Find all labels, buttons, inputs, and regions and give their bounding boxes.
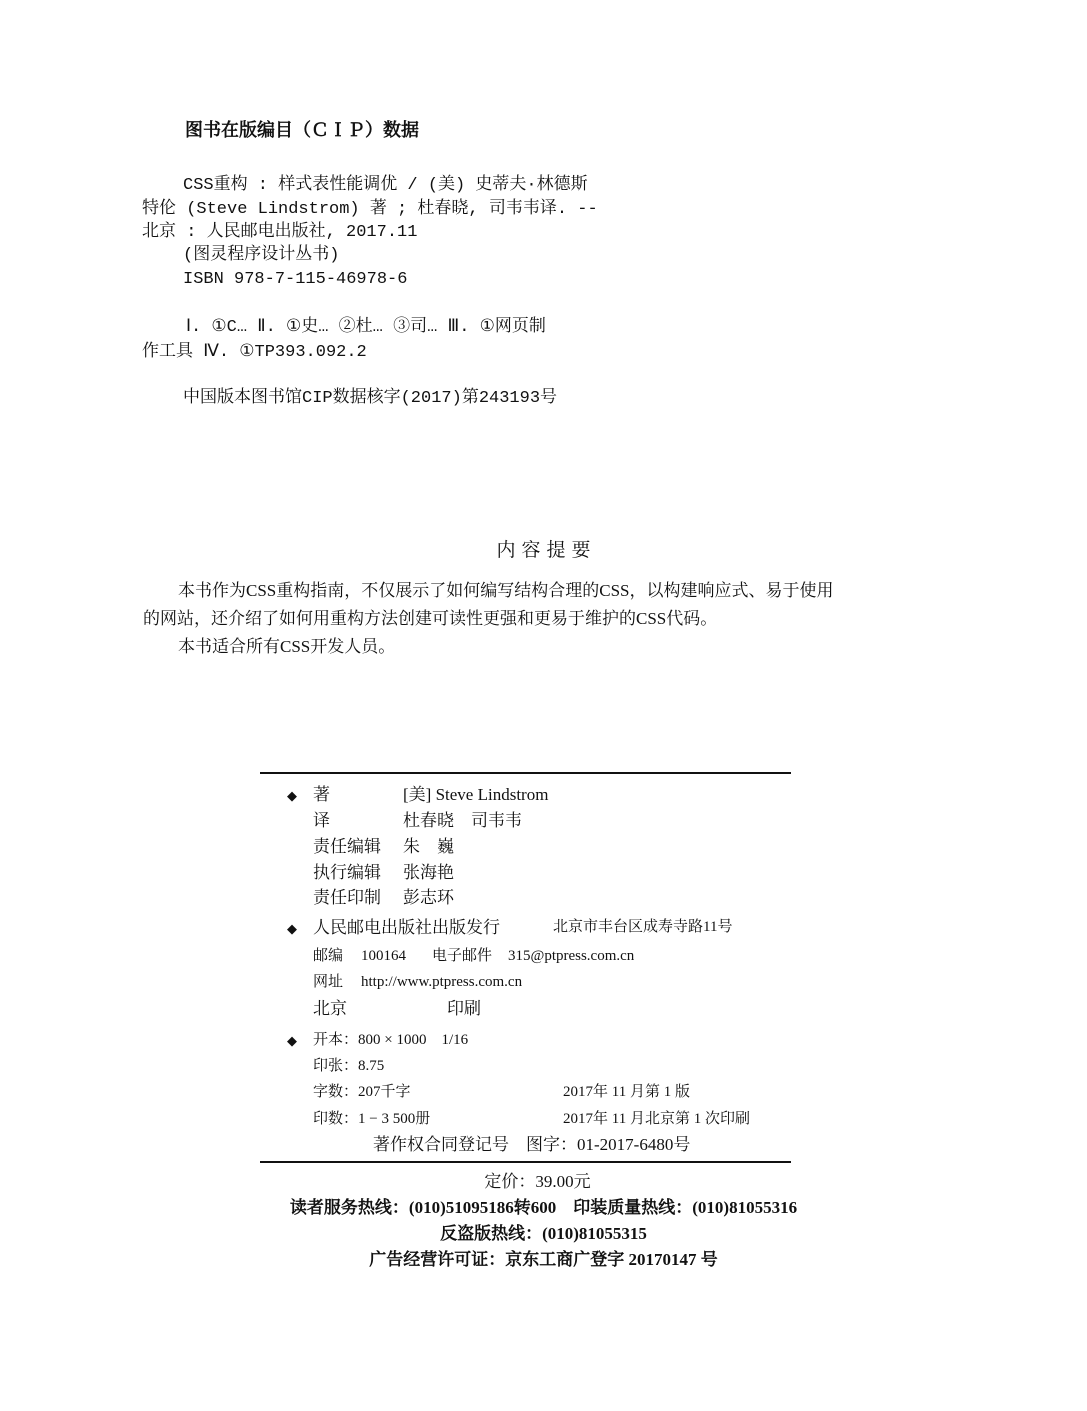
credit-label: 责任印制: [313, 888, 381, 907]
postcode-label: 邮编: [313, 948, 344, 964]
print-run: 印数：1 − 3 500册: [313, 1111, 431, 1127]
printing: 2017年 11 月北京第 1 次印刷: [563, 1111, 750, 1127]
credit-label: 著: [313, 785, 330, 804]
summary-line: 本书作为CSS重构指南，不仅展示了如何编写结构合理的CSS，以构建响应式、易于使用: [178, 581, 834, 600]
cip-line: 北京 : 人民邮电出版社, 2017.11: [142, 223, 418, 242]
summary-heading: 内 容 提 要: [496, 539, 591, 561]
summary-line: 的网站，还介绍了如何用重构方法创建可读性更强和更易于维护的CSS代码。: [143, 609, 718, 628]
bottom-rule: [260, 1161, 791, 1163]
sheets: 印张：8.75: [313, 1058, 385, 1074]
service-hotline: 读者服务热线：(010)51095186转600 印装质量热线：(010)81055316: [289, 1198, 798, 1217]
credit-value: 杜春晓 司韦韦: [403, 811, 522, 830]
cip-isbn: ISBN 978-7-115-46978-6: [183, 270, 408, 289]
credit-label: 责任编辑: [313, 837, 381, 856]
cip-classification: 作工具 Ⅳ. ①TP393.092.2: [142, 343, 367, 362]
email-label: 电子邮件: [432, 948, 493, 964]
ad-license: 广告经营许可证：京东工商广登字 20170147 号: [369, 1250, 718, 1269]
format: 开本：800 × 1000 1/16: [313, 1032, 469, 1048]
top-rule: [260, 772, 791, 774]
word-count: 字数：207千字: [313, 1084, 411, 1100]
publisher: 人民邮电出版社出版发行: [313, 918, 500, 937]
printer-suffix: 印刷: [447, 999, 481, 1018]
email: 315@ptpress.com.cn: [508, 948, 635, 964]
diamond-bullet-icon: ◆: [287, 788, 297, 803]
website: http://www.ptpress.com.cn: [361, 974, 523, 990]
postcode: 100164: [361, 948, 406, 964]
summary-line: 本书适合所有CSS开发人员。: [178, 637, 396, 656]
printer-city: 北京: [313, 999, 347, 1018]
cip-heading: 图书在版编目（ＣＩＰ）数据: [185, 120, 419, 141]
cip-line: 特伦 (Steve Lindstrom) 著 ; 杜春晓, 司韦韦译. --: [142, 200, 598, 219]
credit-label: 译: [313, 811, 330, 830]
cip-line: CSS重构 : 样式表性能调优 / (美) 史蒂夫·林德斯: [183, 176, 588, 195]
price: 定价：39.00元: [484, 1172, 591, 1191]
credit-value: 朱 巍: [403, 837, 454, 856]
credit-value: 张海艳: [403, 863, 454, 882]
diamond-bullet-icon: ◆: [287, 921, 297, 936]
anti-piracy-hotline: 反盗版热线：(010)81055315: [440, 1224, 647, 1243]
cip-record: 中国版本图书馆CIP数据核字(2017)第243193号: [183, 389, 558, 408]
edition: 2017年 11 月第 1 版: [563, 1084, 690, 1100]
cip-classification: Ⅰ. ①C… Ⅱ. ①史… ②杜… ③司… Ⅲ. ①网页制: [186, 318, 546, 337]
credit-value: 彭志环: [403, 888, 454, 907]
diamond-bullet-icon: ◆: [287, 1033, 297, 1048]
publisher-address: 北京市丰台区成寿寺路11号: [553, 919, 733, 935]
copyright-registration: 著作权合同登记号 图字：01-2017-6480号: [373, 1135, 691, 1154]
credit-value: [美] Steve Lindstrom: [403, 785, 549, 804]
cip-line: (图灵程序设计丛书): [183, 246, 340, 265]
credit-label: 执行编辑: [313, 863, 381, 882]
website-label: 网址: [313, 974, 344, 990]
